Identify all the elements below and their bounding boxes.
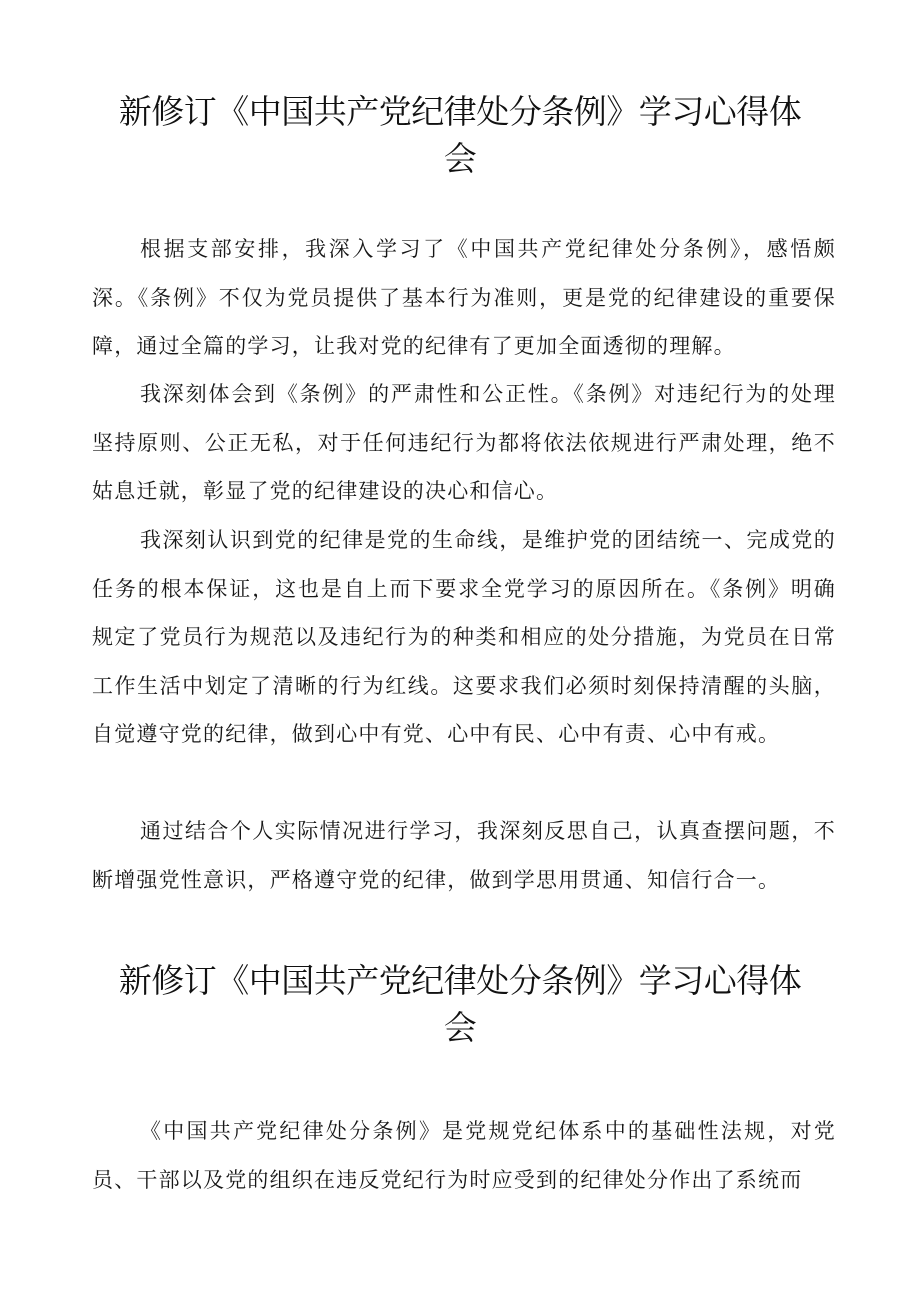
title-line-2: 会: [443, 139, 477, 178]
title-line-1: 新修订《中国共产党纪律处分条例》学习心得体: [118, 92, 802, 131]
second-title-line-2: 会: [443, 1008, 477, 1047]
document-title: [0, 88, 920, 182]
second-title-line-1: 新修订《中国共产党纪律处分条例》学习心得体: [118, 961, 802, 1000]
body-paragraph-3: 我深刻认识到党的纪律是党的生命线，是维护党的团结统一、完成党的任务的根本保证，这也是自上而下要求全党学习的原因所在。《条例》明确规定了党员行为规范以及违纪行为的种类和相应的处分措施，为党员在日常工作生活中划定了清晰的行为红线。这要求我们必须时刻保持清醒的头脑，自觉遵守党的纪律，做到心中有党、心中有民、心中有责、心中有戒。: [92, 528, 836, 747]
body-paragraph-1: 根据支部安排，我深入学习了《中国共产党纪律处分条例》，感悟颇深。《条例》不仅为党员提供了基本行为准则，更是党的纪律建设的重要保障，通过全篇的学习，让我对党的纪律有了更加全面透彻的理解。: [92, 237, 836, 359]
body-paragraph-2: 我深刻体会到《条例》的严肃性和公正性。《条例》对违纪行为的处理坚持原则、公正无私，对于任何违纪行为都将依法依规进行严肃处理，绝不姑息迁就，彰显了党的纪律建设的决心和信心。: [92, 382, 836, 504]
second-document-title: [0, 957, 920, 1051]
body-paragraph-4: 通过结合个人实际情况进行学习，我深刻反思自己，认真查摆问题，不断增强党性意识，严格遵守党的纪律，做到学思用贯通、知信行合一。: [92, 819, 836, 892]
second-body-paragraph-1: 《中国共产党纪律处分条例》是党规党纪体系中的基础性法规，对党员、干部以及党的组织在违反党纪行为时应受到的纪律处分作出了系统而: [92, 1119, 836, 1192]
